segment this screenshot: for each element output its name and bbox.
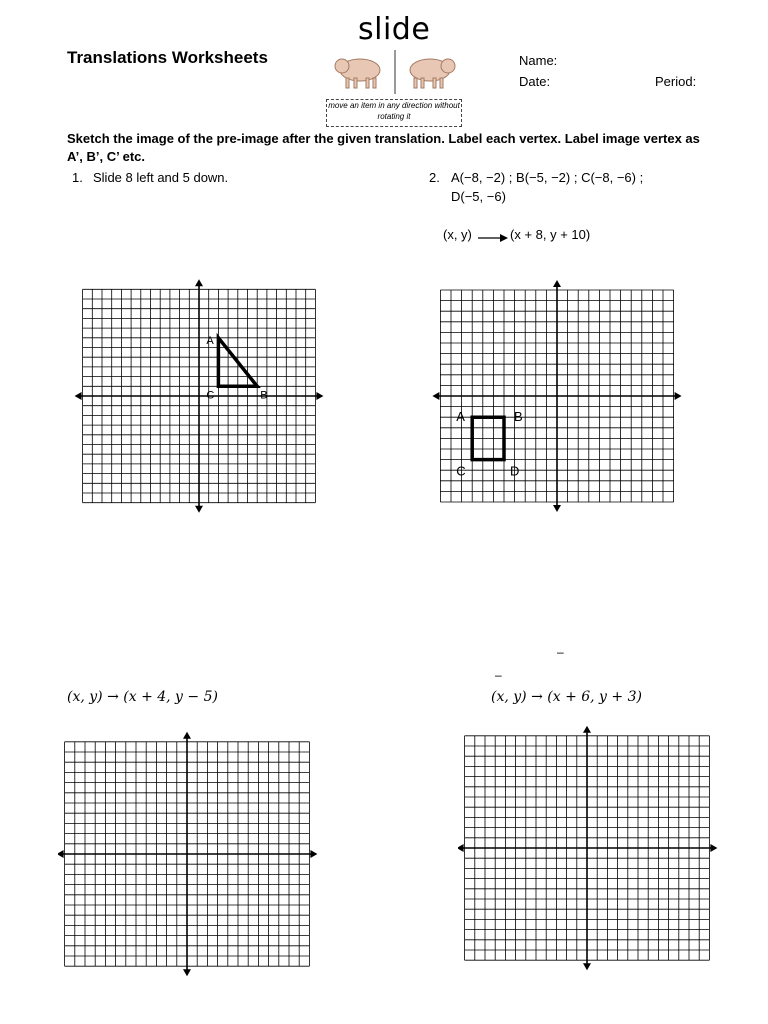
problem-2-text-line2: D(−5, −6) <box>451 189 506 204</box>
coordinate-grid-2 <box>428 270 690 520</box>
problem-2-rule-right: (x + 8, y + 10) <box>510 227 591 242</box>
arrow-down-icon <box>583 963 591 970</box>
coordinate-grid-3 <box>58 730 320 980</box>
arrow-up-icon <box>195 279 203 286</box>
period-label: Period: <box>655 74 697 89</box>
arrow-left-icon <box>458 844 464 852</box>
arrow-right-icon <box>675 392 682 400</box>
stray-dash: – <box>557 645 564 659</box>
arrow-right-icon <box>478 230 508 248</box>
coordinate-grid-1 <box>70 270 332 520</box>
arrow-down-icon <box>553 505 561 512</box>
problem-2-text-line1: A(−8, −2) ; B(−5, −2) ; C(−8, −6) ; <box>451 170 644 185</box>
worksheet-title: Translations Worksheets <box>67 48 268 67</box>
arrow-right-icon <box>710 844 717 852</box>
vertex-label: C <box>456 463 466 479</box>
instructions: Sketch the image of the pre-image after the given translation. Label each vertex. Label image vertex as A’, B’, C’ etc. <box>67 131 700 164</box>
arrow-up-icon <box>553 280 561 287</box>
vertex-label: B <box>260 389 268 402</box>
pig-icon <box>335 59 380 88</box>
arrow-left-icon <box>432 392 439 400</box>
pig-illustration <box>330 48 460 98</box>
arrow-right-icon <box>316 392 323 400</box>
problem-2-number: 2. <box>429 170 440 185</box>
problem-1-number: 1. <box>72 170 83 185</box>
vertex-label: A <box>206 334 214 347</box>
arrow-down-icon <box>183 969 191 976</box>
vertex-label: A <box>456 409 465 425</box>
slide-heading: slide <box>358 12 431 47</box>
vertex-label: D <box>510 463 520 479</box>
pig-icon <box>410 59 455 88</box>
problem-3-rule: (𝑥, 𝑦) → (𝑥 + 4, 𝑦 − 5) <box>67 689 218 705</box>
arrow-down-icon <box>195 506 203 513</box>
stray-dash: – <box>495 668 502 682</box>
arrow-left-icon <box>75 392 82 400</box>
arrow-left-icon <box>58 850 64 858</box>
vertex-label: B <box>514 409 523 425</box>
slide-definition: move an item in any direction without rotating it <box>326 99 462 127</box>
problem-4-rule: (𝑥, 𝑦) → (𝑥 + 6, 𝑦 + 3) <box>491 689 642 705</box>
problem-1-text: Slide 8 left and 5 down. <box>93 170 229 185</box>
arrow-up-icon <box>183 732 191 739</box>
coordinate-grid-4 <box>458 726 720 976</box>
name-label: Name: <box>519 53 558 68</box>
arrow-up-icon <box>583 726 591 733</box>
arrow-right-icon <box>310 850 317 858</box>
date-label: Date: <box>519 74 551 89</box>
vertex-label: C <box>206 389 215 402</box>
problem-2-rule-left: (x, y) <box>443 227 472 242</box>
